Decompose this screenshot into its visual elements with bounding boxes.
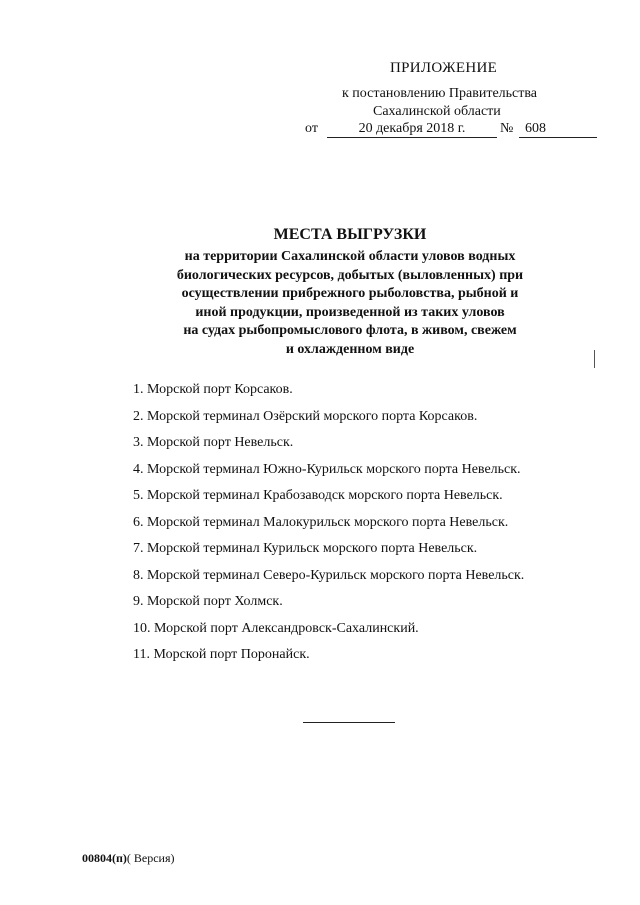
decree-date: 20 декабря 2018 г. xyxy=(327,121,497,138)
list-item: 4. Морской терминал Южно-Курильск морского порта Невельск. xyxy=(133,461,521,477)
document-version: ( Версия) xyxy=(126,851,175,865)
list-item: 2. Морской терминал Озёрский морского порта Корсаков. xyxy=(133,408,478,424)
document-heading xyxy=(120,226,580,359)
list-item: 10. Морской порт Александровск-Сахалинский. xyxy=(133,620,419,636)
unloading-places-list xyxy=(133,377,524,669)
list-item: 1. Морской порт Корсаков. xyxy=(133,382,293,397)
heading-line: на территории Сахалинской области уловов водных xyxy=(184,249,516,264)
decree-date-number-row xyxy=(305,121,605,139)
heading-line: иной продукции, произведенной из таких уловов xyxy=(195,304,505,320)
list-item: 6. Морской терминал Малокурильск морского порта Невельск. xyxy=(133,514,509,530)
list-item: 3. Морской порт Невельск. xyxy=(133,435,294,450)
list-item: 9. Морской порт Холмск. xyxy=(133,594,283,609)
list-item: 11. Морской порт Поронайск. xyxy=(133,647,310,662)
margin-mark xyxy=(594,350,595,368)
footer-document-code xyxy=(82,851,175,866)
heading-line: осуществлении прибрежного рыболовства, рыбной и xyxy=(181,286,519,301)
decree-number: 608 xyxy=(519,121,597,138)
list-item: 5. Морской терминал Крабозаводск морского порта Невельск. xyxy=(133,488,503,503)
document-code: 00804(п) xyxy=(82,851,127,865)
heading-line: и охлажденном виде xyxy=(285,341,415,357)
end-divider xyxy=(303,722,395,723)
heading-line: на судах рыбопромыслового флота, в живом, свежем xyxy=(183,323,517,338)
appendix-title: ПРИЛОЖЕНИЕ xyxy=(390,60,498,76)
list-item: 7. Морской терминал Курильск морского порта Невельск. xyxy=(133,541,478,556)
list-item: 8. Морской терминал Северо-Курильск морского порта Невельск. xyxy=(133,567,525,583)
heading-line: биологических ресурсов, добытых (выловленных) при xyxy=(176,267,524,283)
decree-reference-line-1: к постановлению Правительства xyxy=(342,86,538,101)
from-label: от xyxy=(305,121,318,136)
number-label: № xyxy=(500,121,514,136)
heading-title: МЕСТА ВЫГРУЗКИ xyxy=(273,226,427,243)
decree-reference-line-2: Сахалинской области xyxy=(373,104,501,119)
